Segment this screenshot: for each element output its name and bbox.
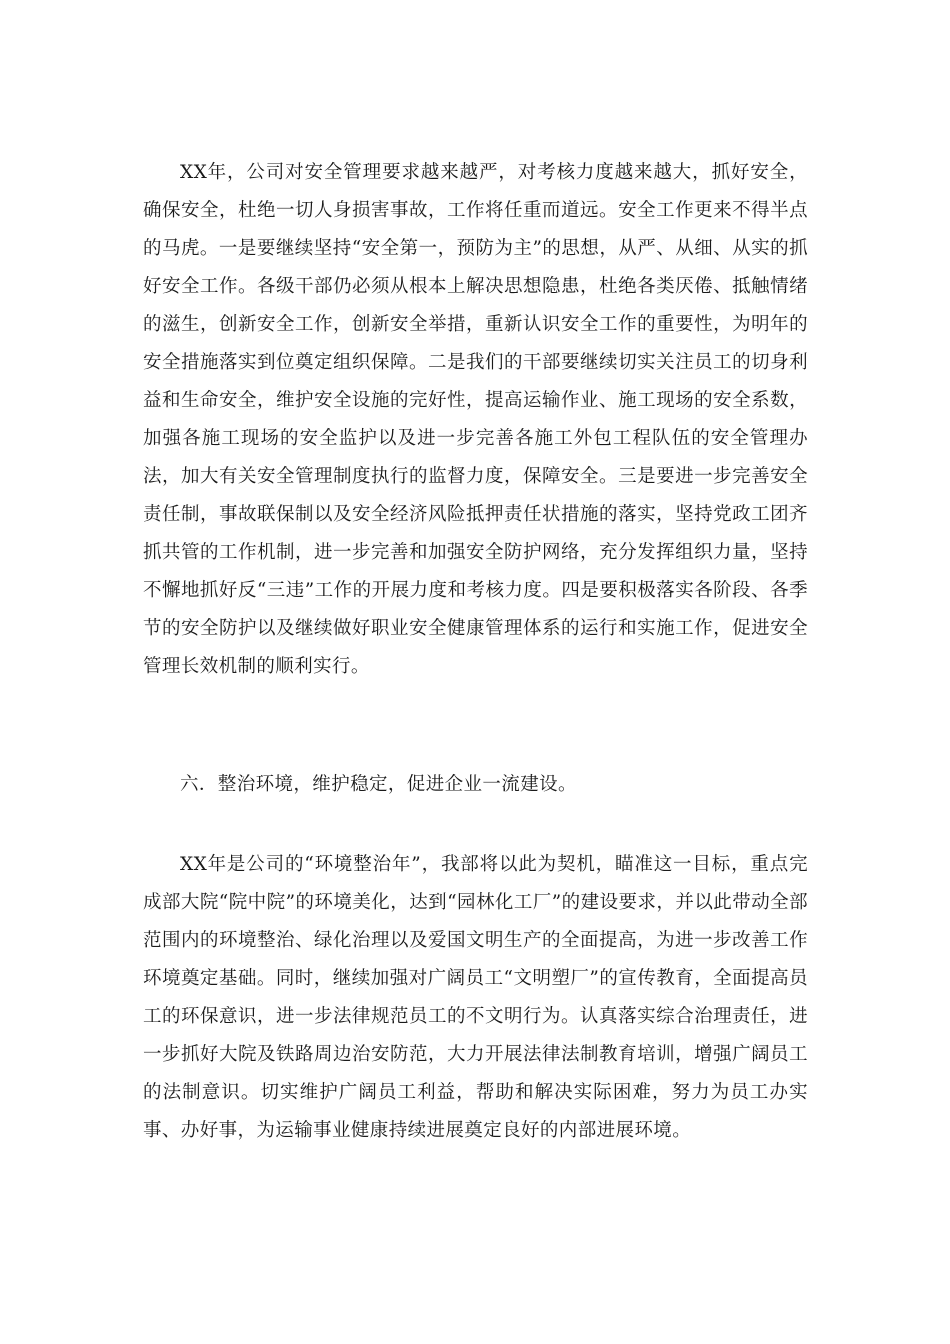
section-heading: 六．整治环境，维护稳定，促进企业一流建设。	[180, 774, 577, 795]
safety-paragraph: XX年，公司对安全管理要求越来越严，对考核力度越来越大，抓好安全，确保安全，杜绝一切人身损害事故，工作将任重而道远。安全工作更来不得半点的马虎。一是要继续坚持“安全第一，预防为主”的思想，从严、从细、从实的抓好安全工作。各级干部仍必须从根本上解决思想隐患，杜绝各类厌倦、抵触情绪的滋生，创新安全工作，创新安全举措，重新认识安全工作的重要性，为明年的安全措施落实到位奠定组织保障。二是我们的干部要继续切实关注员工的切身利益和生命安全，维护安全设施的完好性，提高运输作业、施工现场的安全系数，加强各施工现场的安全监护以及进一步完善各施工外包工程队伍的安全管理办法，加大有关安全管理制度执行的监督力度，保障安全。三是要进一步完善安全责任制，事故联保制以及安全经济风险抵押责任状措施的落实，坚持党政工团齐抓共管的工作机制，进一步完善和加强安全防护网络，充分发挥组织力量，坚持不懈地抓好反“三违”工作的开展力度和考核力度。四是要积极落实各阶段、各季节的安全防护以及继续做好职业安全健康管理体系的运行和实施工作，促进安全管理长效机制的顺利实行。	[143, 162, 808, 677]
environment-paragraph: XX年是公司的“环境整治年”，我部将以此为契机，瞄准这一目标，重点完成部大院“院中院”的环境美化，达到“园林化工厂”的建设要求，并以此带动全部范围内的环境整治、绿化治理以及爱国文明生产的全面提高，为进一步改善工作环境奠定基础。同时，继续加强对广阔员工“文明塑厂”的宣传教育，全面提高员工的环保意识，进一步法律规范员工的不文明行为。认真落实综合治理责任，进一步抓好大院及铁路周边治安防范，大力开展法律法制教育培训，增强广阔员工的法制意识。切实维护广阔员工利益，帮助和解决实际困难，努力为员工办实事、办好事，为运输事业健康持续进展奠定良好的内部进展环境。	[143, 854, 808, 1141]
